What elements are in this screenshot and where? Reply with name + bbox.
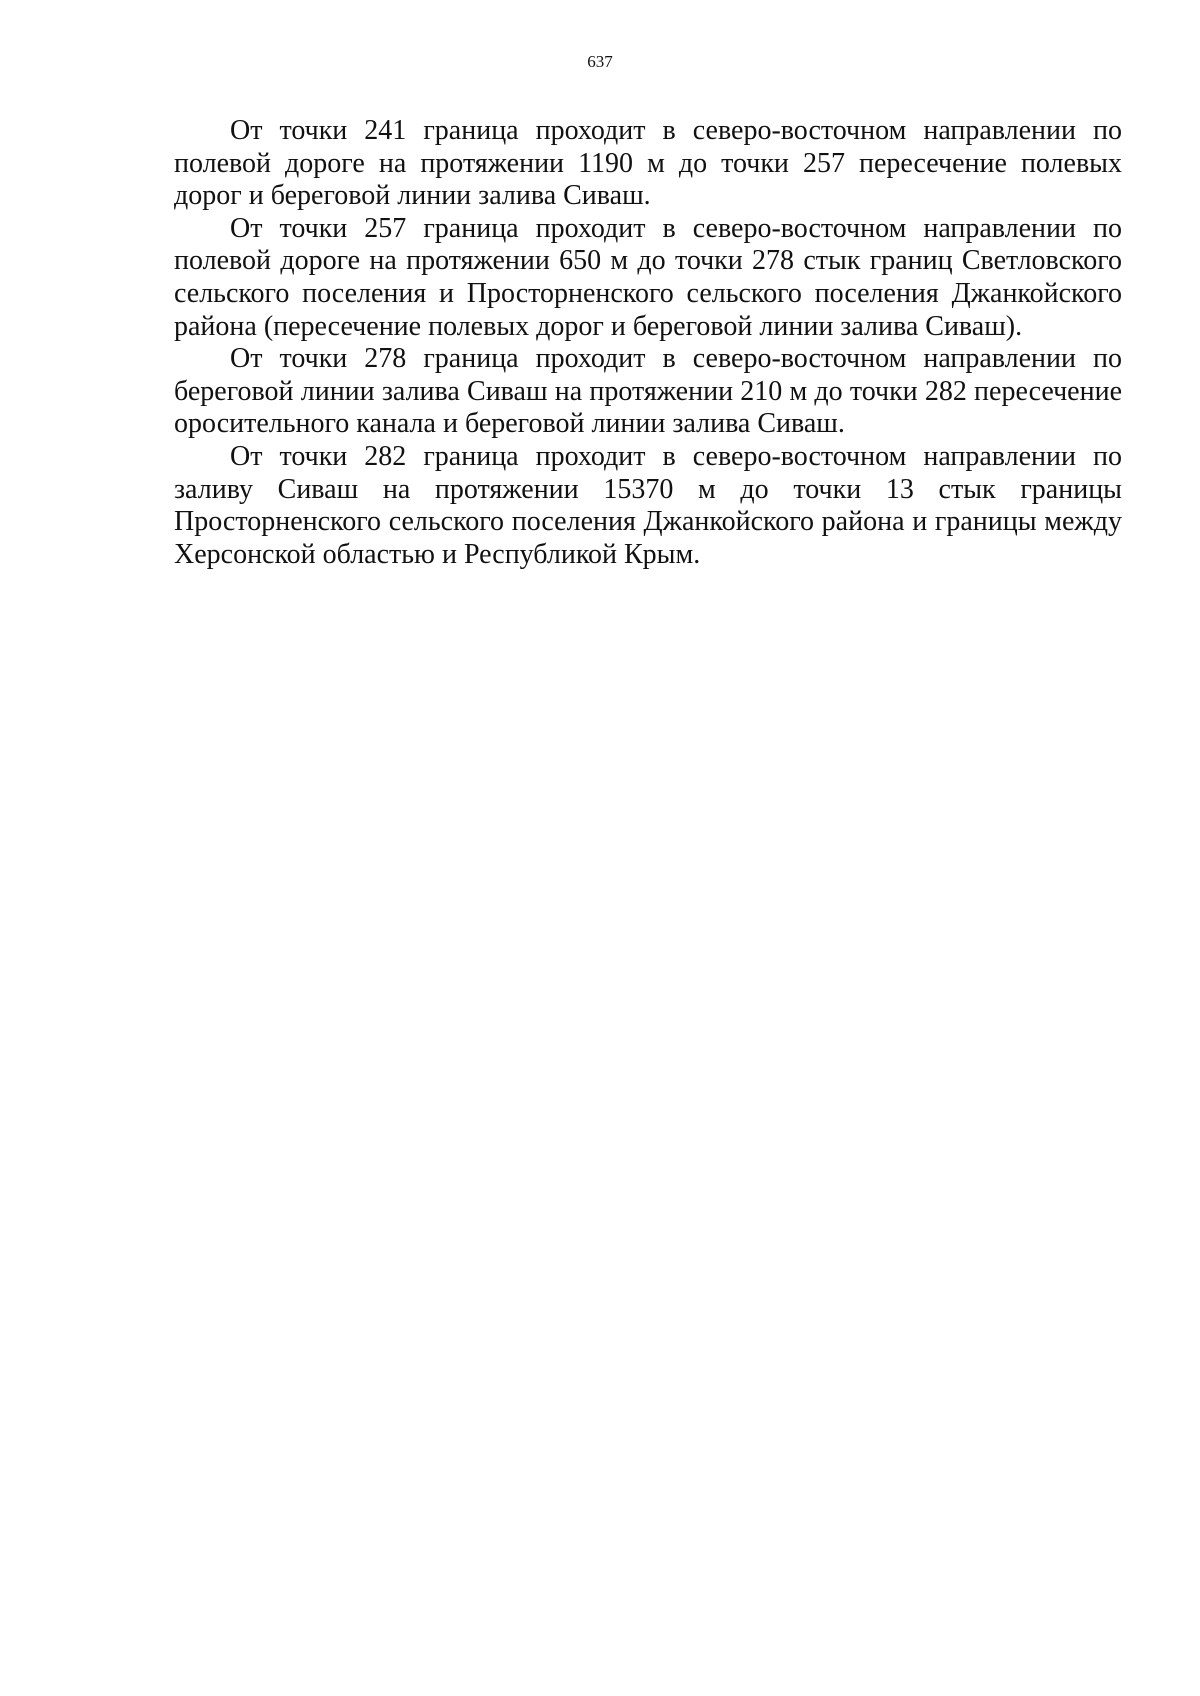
- paragraph-point-257: От точки 257 граница проходит в северо-восточном направлении по полевой дороге на протяжении 650 м до точки 278 стык границ Светловского сельского поселения и Просторненского сельского поселения Джанкойского района (пересечение полевых дорог и береговой линии залива Сиваш).: [174, 212, 1122, 342]
- page-number: 637: [587, 52, 613, 71]
- paragraph-point-282: От точки 282 граница проходит в северо-восточном направлении по заливу Сиваш на протяжении 15370 м до точки 13 стык границы Просторненского сельского поселения Джанкойского района и границы между Херсонской областью и Республикой Крым.: [174, 440, 1122, 570]
- paragraph-point-278: От точки 278 граница проходит в северо-восточном направлении по береговой линии залива Сиваш на протяжении 210 м до точки 282 пересечение оросительного канала и береговой линии залива Сиваш.: [174, 343, 1122, 440]
- paragraph-point-241: От точки 241 граница проходит в северо-восточном направлении по полевой дороге на протяжении 1190 м до точки 257 пересечение полевых дорог и береговой линии залива Сиваш.: [174, 115, 1122, 212]
- document-body: [174, 115, 1122, 571]
